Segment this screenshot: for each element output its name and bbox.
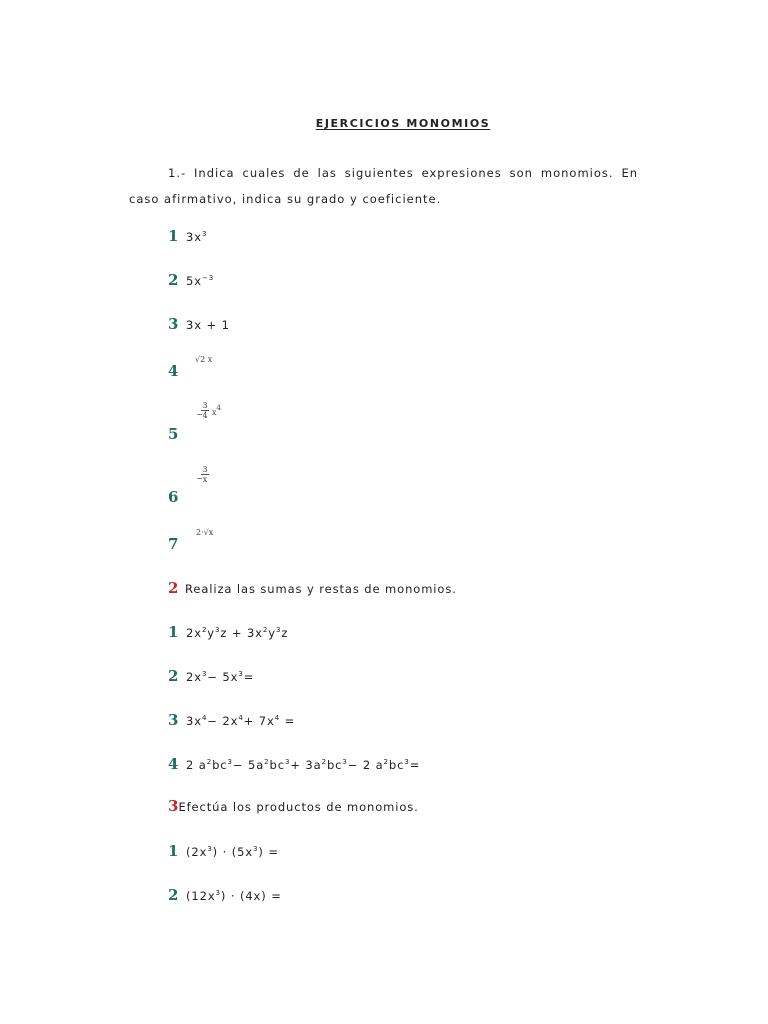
list-item <box>168 535 181 553</box>
list-item <box>168 425 181 443</box>
expression: $(12x^3) \cdot (4x)$ = <box>186 889 282 903</box>
item-number: 1 <box>168 227 179 245</box>
formula-fraction: 3 x <box>202 465 208 484</box>
formula-image: 2·√x <box>196 528 214 537</box>
instruction-1: 1.- Indica cuales de las siguientes expresiones son monomios. En caso afirmativo, indica su grado y coeficiente. <box>129 166 638 206</box>
formula-image: √2 x <box>195 355 213 364</box>
expression: $2x^2y^3z + 3x^2y^3z$ <box>186 626 289 640</box>
item-number: 1 <box>168 842 179 860</box>
list-item <box>168 488 181 506</box>
expression: 2 $a^2bc^3- 5a^2bc^3+ 3a^2bc^3- 2$ $a^2bc^3=$ <box>186 758 421 772</box>
list-item <box>168 842 279 860</box>
formula-sign: − <box>196 410 203 419</box>
item-number: 6 <box>168 488 179 506</box>
section-heading: Realiza las sumas y restas de monomios. <box>185 582 457 596</box>
expression: $3x^3$ <box>186 230 208 244</box>
expression: $5x^{-3}$ <box>186 274 215 288</box>
item-number: 1 <box>168 623 179 641</box>
formula-fraction: 3 4 <box>202 401 208 420</box>
list-item <box>168 315 230 333</box>
list-item <box>168 271 214 289</box>
item-number: 2 <box>168 271 179 289</box>
list-item <box>168 623 288 641</box>
section-heading: Efectúa los productos de monomios. <box>178 800 419 814</box>
item-number: 2 <box>168 667 179 685</box>
expression: $3x^4- 2x^4+ 7x^4$ = <box>186 714 296 728</box>
list-item <box>168 755 420 773</box>
section-3-heading <box>168 797 419 815</box>
item-number: 5 <box>168 425 179 443</box>
item-number: 4 <box>168 755 179 773</box>
expression: $(2x^3) \cdot (5x^3)$ = <box>186 845 279 859</box>
item-number: 3 <box>168 711 179 729</box>
item-number: 2 <box>168 886 179 904</box>
section-2-heading <box>168 579 457 597</box>
section-number: 2 <box>168 579 179 597</box>
list-item <box>168 886 282 904</box>
section-number: 3 <box>168 797 179 815</box>
item-number: 3 <box>168 315 179 333</box>
list-item <box>168 227 207 245</box>
list-item <box>168 362 181 380</box>
expression: $2x^3- 5x^3=$ <box>186 670 255 684</box>
item-number: 4 <box>168 362 179 380</box>
formula-sign: − <box>196 474 203 483</box>
expression: 3x + 1 <box>186 318 230 332</box>
page-title: EJERCICIOS MONOMIOS <box>315 117 491 130</box>
item-number: 7 <box>168 535 179 553</box>
formula-variable: $x^4$ <box>212 404 221 417</box>
list-item <box>168 711 295 729</box>
list-item <box>168 667 254 685</box>
